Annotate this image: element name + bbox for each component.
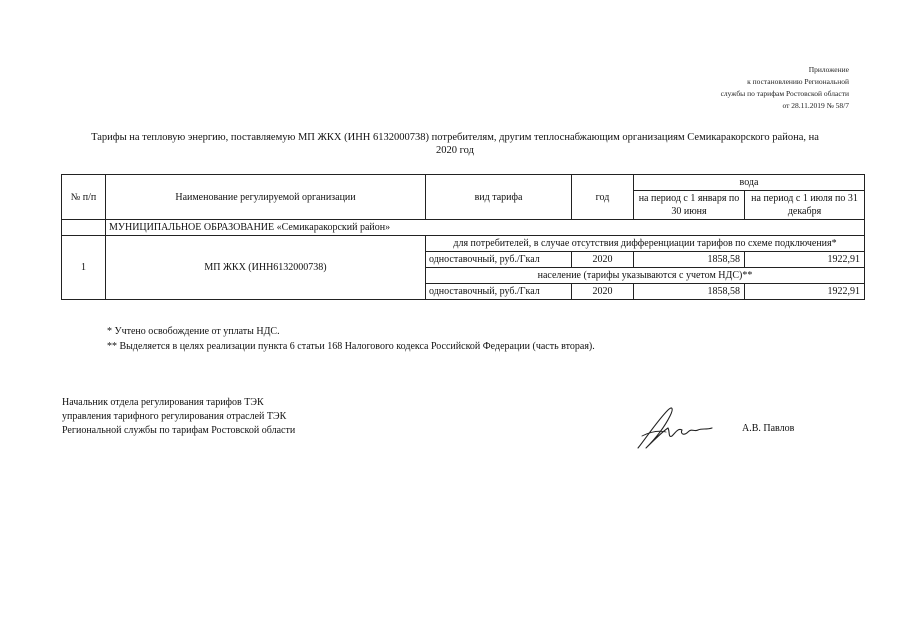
tariff-type-cell: одноставочный, руб./Гкал (426, 284, 572, 300)
header-year: год (572, 175, 634, 220)
appendix-line: от 28.11.2019 № 58/7 (782, 101, 849, 110)
header-tariff-type: вид тарифа (426, 175, 572, 220)
signer-block (62, 396, 295, 438)
header-period2: на период с 1 июля по 31 декабря (745, 191, 865, 220)
header-num: № п/п (62, 175, 106, 220)
title-line: 2020 год (436, 145, 474, 156)
signer-title-line: управления тарифного регулирования отраслей ТЭК (62, 411, 287, 422)
footnote: ** Выделяется в целях реализации пункта 6 статьи 168 Налогового кодекса Российской Федерации (часть вторая). (107, 341, 595, 352)
header-group-water: вода (634, 175, 865, 191)
signer-name: А.В. Павлов (742, 423, 795, 434)
period1-value: 1858,58 (634, 284, 745, 300)
document-title (60, 131, 850, 157)
tariff-table (61, 174, 865, 300)
appendix-note (721, 64, 849, 112)
signer-title-line: Региональной службы по тарифам Ростовской области (62, 425, 296, 436)
row-number: 1 (62, 236, 106, 300)
organization-name: МП ЖКХ (ИНН6132000738) (106, 236, 426, 300)
appendix-line: к постановлению Региональной (747, 77, 849, 86)
period1-value: 1858,58 (634, 252, 745, 268)
title-line: Тарифы на тепловую энергию, поставляемую МП ЖКХ (ИНН 6132000738) потребителям, другим теплоснабжающим организациям Семикаракорского района, на (91, 132, 819, 143)
handwritten-signature (632, 402, 722, 454)
appendix-line: службы по тарифам Ростовской области (720, 89, 849, 98)
empty-cell (62, 220, 106, 236)
year-cell: 2020 (572, 252, 634, 268)
tariff-type-cell: одноставочный, руб./Гкал (426, 252, 572, 268)
section-consumers: для потребителей, в случае отсутствия дифференциации тарифов по схеме подключения* (426, 236, 865, 252)
municipality-row (62, 220, 865, 236)
signer-title-line: Начальник отдела регулирования тарифов ТЭК (62, 397, 264, 408)
period2-value: 1922,91 (745, 284, 865, 300)
header-row (62, 175, 865, 191)
header-period1: на период с 1 января по 30 июня (634, 191, 745, 220)
municipality-name: МУНИЦИПАЛЬНОЕ ОБРАЗОВАНИЕ «Семикаракорский район» (106, 220, 865, 236)
footnote: * Учтено освобождение от уплаты НДС. (107, 326, 280, 337)
header-org: Наименование регулируемой организации (106, 175, 426, 220)
footnotes (107, 324, 595, 354)
appendix-line: Приложение (808, 65, 849, 74)
period2-value: 1922,91 (745, 252, 865, 268)
year-cell: 2020 (572, 284, 634, 300)
table-row (62, 236, 865, 252)
section-population: население (тарифы указываются с учетом НДС)** (426, 268, 865, 284)
